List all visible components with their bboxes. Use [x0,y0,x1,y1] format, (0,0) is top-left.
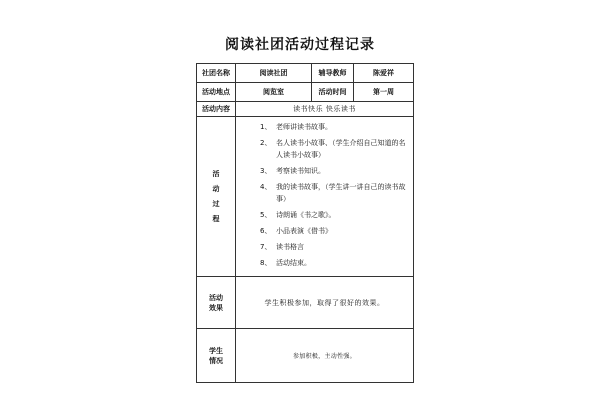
row-process [197,117,414,277]
step-text: 诗朗诵《书之歌》。 [276,210,336,219]
location-label: 活动地点 [197,83,236,102]
row-student [197,329,414,383]
process-label-cell [197,117,236,277]
club-name-label: 社团名称 [197,64,236,83]
step-number: 2、 [260,138,272,147]
step-number: 7、 [260,242,272,251]
process-step [260,121,413,133]
step-text: 读书格言 [276,242,304,251]
student-label-line: 学生 [209,346,223,355]
process-label-char: 过 [212,199,220,208]
process-label-char: 动 [212,184,220,193]
row-content [197,102,414,117]
effect-value: 学生积极参加，取得了很好的效果。 [236,277,414,329]
process-step [260,241,413,253]
step-number: 6、 [260,226,272,235]
process-step [260,225,413,237]
process-label-char: 活 [212,169,220,178]
process-label-char: 程 [212,214,220,223]
time-value: 第一周 [354,83,414,102]
effect-label [197,277,236,329]
row-effect [197,277,414,329]
effect-label-line: 效果 [209,303,223,312]
teacher-value: 陈爱祥 [354,64,414,83]
teacher-label: 辅导教师 [312,64,354,83]
step-text: 我的读书故事，（学生讲一讲自己的读书故事） [276,182,406,203]
step-text: 活动结束。 [276,258,311,267]
activity-record-table [196,63,414,383]
content-value: 读书快乐 快乐读书 [236,102,414,117]
step-number: 4、 [260,182,272,191]
row-club-info [197,64,414,83]
location-value: 阅览室 [236,83,312,102]
process-step [260,137,413,161]
effect-label-line: 活动 [209,293,223,302]
process-step [260,257,413,269]
step-number: 1、 [260,122,272,131]
process-step [260,209,413,221]
process-label [213,167,220,227]
step-number: 5、 [260,210,272,219]
page-title: 阅读社团活动过程记录 [225,37,375,53]
process-step [260,181,413,205]
row-location-time [197,83,414,102]
student-label-line: 情况 [209,356,223,365]
step-text: 小品表演《借书》 [276,226,332,235]
club-name-value: 阅读社团 [236,64,312,83]
process-steps-cell [236,117,414,277]
student-value: 参加积极，主动性强。 [236,329,414,383]
time-label: 活动时间 [312,83,354,102]
process-steps-list [236,121,413,269]
process-step [260,165,413,177]
step-number: 8、 [260,258,272,267]
step-text: 考察读书知识。 [276,166,325,175]
step-text: 名人读书小故事、（学生介绍自己知道的名人读书小故事） [276,138,406,159]
step-number: 3、 [260,166,272,175]
step-text: 老师讲读书故事。 [276,122,332,131]
student-label [197,329,236,383]
content-label: 活动内容 [197,102,236,117]
